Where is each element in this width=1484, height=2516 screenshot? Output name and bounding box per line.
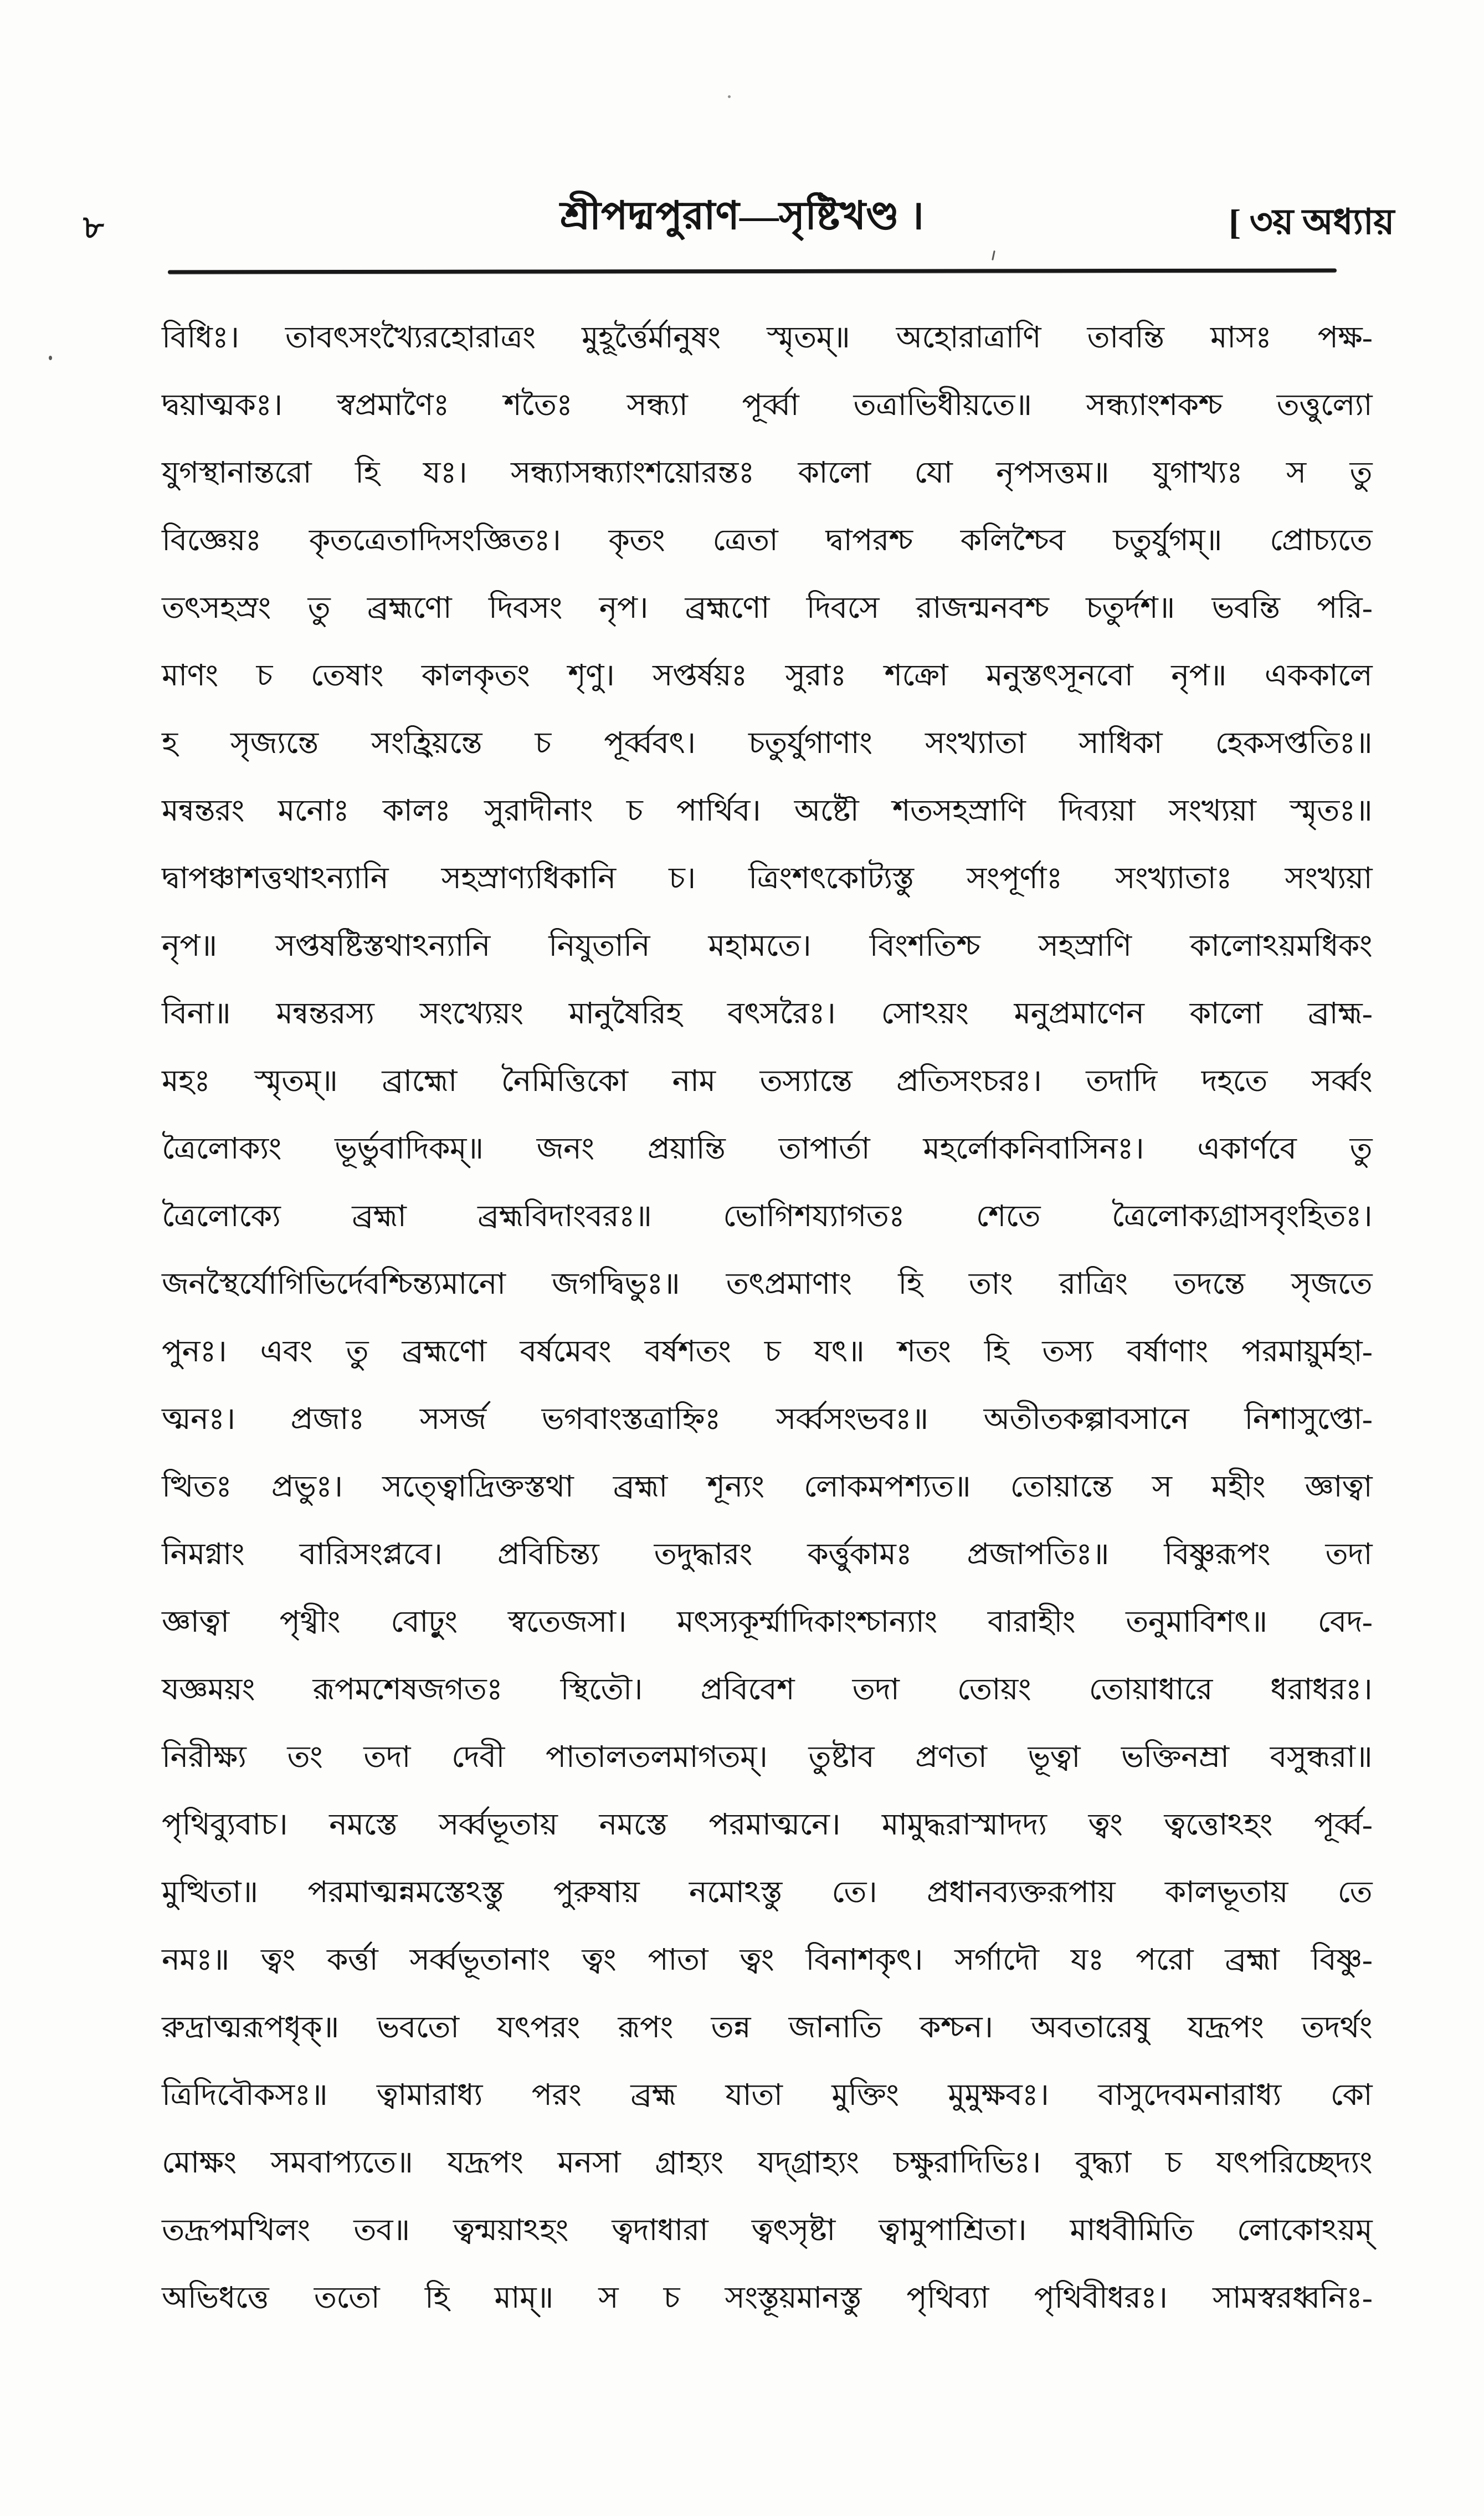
text-line: দ্বয়াত্মকঃ। স্বপ্রমাণৈঃ শতৈঃ সন্ধ্যা পূর্ব্বা তত্রাভিধীয়তে॥ সন্ধ্যাংশকশ্চ তত্তুল্যো [162, 388, 1372, 422]
text-line: নৃপ॥ সপ্তষষ্টিস্তথাঽন্যানি নিযুতানি মহামতে। বিংশতিশ্চ সহস্রাণি কালোঽয়মধিকং [162, 929, 1372, 962]
text-line: নিরীক্ষ্য তং তদা দেবী পাতালতলমাগতম্। তুষ্টাব প্রণতা ভূত্বা ভক্তিনম্রা বসুন্ধরা॥ [162, 1740, 1372, 1774]
text-line: তৎসহস্রং তু ব্রহ্মণো দিবসং নৃপ। ব্রহ্মণো দিবসে রাজন্মনবশ্চ চতুর্দশ॥ ভবন্তি পরি- [162, 591, 1372, 624]
text-line: পৃথিব্যুবাচ। নমস্তে সর্ব্বভূতায় নমস্তে পরমাত্মনে। মামুদ্ধরাস্মাদদ্য ত্বং ত্বত্তোঽহং পূর্ব্ব- [162, 1808, 1372, 1841]
text-line: যুগস্থানান্তরো হি যঃ। সন্ধ্যাসন্ধ্যাংশয়োরন্তঃ কালো যো নৃপসত্তম॥ যুগাখ্যঃ স তু [162, 456, 1372, 489]
text-line: মহঃ স্মৃতম্॥ ব্রাহ্মো নৈমিত্তিকো নাম তস্যান্তে প্রতিসংচরঃ। তদাদি দহতে সর্ব্বং [162, 1064, 1372, 1098]
text-line: ত্থিতঃ প্রভুঃ। সত্ত্বোদ্রিক্তস্তথা ব্রহ্মা শূন্যং লোকমপশ্যত॥ তোয়ান্তে স মহীং জ্ঞাত্বা [162, 1470, 1372, 1503]
text-line: ত্রৈলোক্যং ভূর্ভুবাদিকম্॥ জনং প্রয়ান্তি তাপার্তা মহর্লোকনিবাসিনঃ। একার্ণবে তু [162, 1132, 1372, 1165]
page-number: ৮ [83, 209, 104, 245]
text-line: জ্ঞাত্বা পৃথ্বীং বোঢ়ুং স্বতেজসা। মৎস্যকূর্ম্মাদিকাংশ্চান্যাং বারাহীং তনুমাবিশৎ॥ বেদ- [162, 1605, 1372, 1638]
text-line: অভিধত্তে ততো হি মাম্॥ স চ সংস্তূয়মানস্তু পৃথিব্যা পৃথিবীধরঃ। সামস্বরধ্বনিঃ- [162, 2281, 1372, 2314]
chapter-reference: [ ৩য় অধ্যায় [1229, 202, 1394, 242]
text-line: বিজ্ঞেয়ঃ কৃতত্রেতাদিসংজ্ঞিতঃ। কৃতং ত্রেতা দ্বাপরশ্চ কলিশ্চৈব চতুর্যুগম্॥ প্রোচ্যতে [162, 524, 1372, 557]
scan-artifact-tick [992, 250, 995, 260]
header-rule [168, 269, 1337, 274]
text-line: ত্রৈলোক্যে ব্রহ্মা ব্রহ্মবিদাংবরঃ॥ ভোগিশয্যাগতঃ শেতে ত্রৈলোক্যগ্রাসবৃংহিতঃ। [162, 1200, 1372, 1233]
text-line: তদ্রূপমখিলং তব॥ ত্বন্ময়াঽহং ত্বদাধারা ত্বৎসৃষ্টা ত্বামুপাশ্রিতা। মাধবীমিতি লোকোঽয়ম্ [162, 2213, 1372, 2247]
text-line: হ সৃজ্যন্তে সংহ্রিয়ন্তে চ পূর্ব্ববৎ। চতুর্যুগাণাং সংখ্যাতা সাধিকা হেকসপ্ততিঃ॥ [162, 726, 1372, 760]
text-line: নমঃ॥ ত্বং কর্ত্তা সর্ব্বভূতানাং ত্বং পাতা ত্বং বিনাশকৃৎ। সর্গাদৌ যঃ পরো ব্রহ্মা বিষ্ণু- [162, 1943, 1372, 1976]
text-line: বিনা॥ মন্বন্তরস্য সংখ্যেয়ং মানুষৈরিহ বৎসরৈঃ। সোঽয়ং মনুপ্রমাণেন কালো ব্রাহ্ম- [162, 997, 1372, 1030]
text-line: রুদ্রাত্মরূপধৃক্॥ ভবতো যৎপরং রূপং তন্ন জানাতি কশ্চন। অবতারেষু যদ্রূপং তদর্থং [162, 2011, 1372, 2044]
text-line: বিধিঃ। তাবৎসংখ্যৈরহোরাত্রং মুহূর্ত্তৈর্মানুষং স্মৃতম্॥ অহোরাত্রাণি তাবন্তি মাসঃ পক্ষ- [162, 321, 1372, 354]
text-line: যজ্ঞময়ং রূপমশেষজগতঃ স্থিতৌ। প্রবিবেশ তদা তোয়ং তোয়াধারে ধরাধরঃ। [162, 1673, 1372, 1706]
text-line: নিমগ্নাং বারিসংপ্লবে। প্রবিচিন্ত্য তদুদ্ধারং কর্ত্তুকামঃ প্রজাপতিঃ॥ বিষ্ণুরূপং তদা [162, 1538, 1372, 1571]
text-line: জনস্থৈর্যোগিভির্দেবশ্চিন্ত্যমানো জগদ্বিভুঃ॥ তৎপ্রমাণাং হি তাং রাত্রিং তদন্তে সৃজতে [162, 1267, 1372, 1300]
text-line: ত্মনঃ। প্রজাঃ সসর্জ ভগবাংস্তত্রাহ্নিঃ সর্ব্বসংভবঃ॥ অতীতকল্পাবসানে নিশাসুপ্তো- [162, 1402, 1372, 1436]
text-line: মুত্থিতা॥ পরমাত্মন্নমস্তেঽস্তু পুরুষায় নমোঽস্তু তে। প্রধানব্যক্তরূপায় কালভূতায় তে [162, 1876, 1372, 1909]
page-title: শ্রীপদ্মপুরাণ—সৃষ্টিখণ্ড । [560, 195, 924, 238]
text-line: মন্বন্তরং মনোঃ কালঃ সুরাদীনাং চ পার্থিব। অষ্টৌ শতসহস্রাণি দিব্যয়া সংখ্যয়া স্মৃতঃ॥ [162, 794, 1372, 827]
scan-artifact-dot [728, 95, 731, 98]
body-text [162, 304, 1372, 2331]
text-line: মাণং চ তেষাং কালকৃতং শৃণু। সপ্তর্ষয়ঃ সুরাঃ শক্রো মনুস্তৎসূনবো নৃপ॥ এককালে [162, 659, 1372, 692]
text-line: দ্বাপঞ্চাশত্তথাঽন্যানি সহস্রাণ্যধিকানি চ। ত্রিংশৎকোট্যস্তু সংপূর্ণাঃ সংখ্যাতাঃ সংখ্যয়া [162, 862, 1372, 895]
scan-artifact-dot [49, 356, 52, 360]
text-line: পুনঃ। এবং তু ব্রহ্মণো বর্ষমেবং বর্ষশতং চ যৎ॥ শতং হি তস্য বর্ষাণাং পরমায়ুর্মহা- [162, 1335, 1372, 1368]
text-line: ত্রিদিবৌকসঃ॥ ত্বামারাধ্য পরং ব্রহ্ম যাতা মুক্তিং মুমুক্ষবঃ। বাসুদেবমনারাধ্য কো [162, 2078, 1372, 2112]
text-line: মোক্ষং সমবাপ্যতে॥ যদ্রূপং মনসা গ্রাহ্যং যদ্গ্রাহ্যং চক্ষুরাদিভিঃ। বুদ্ধ্যা চ যৎপরিচ্ছেদ্যং [162, 2146, 1372, 2179]
